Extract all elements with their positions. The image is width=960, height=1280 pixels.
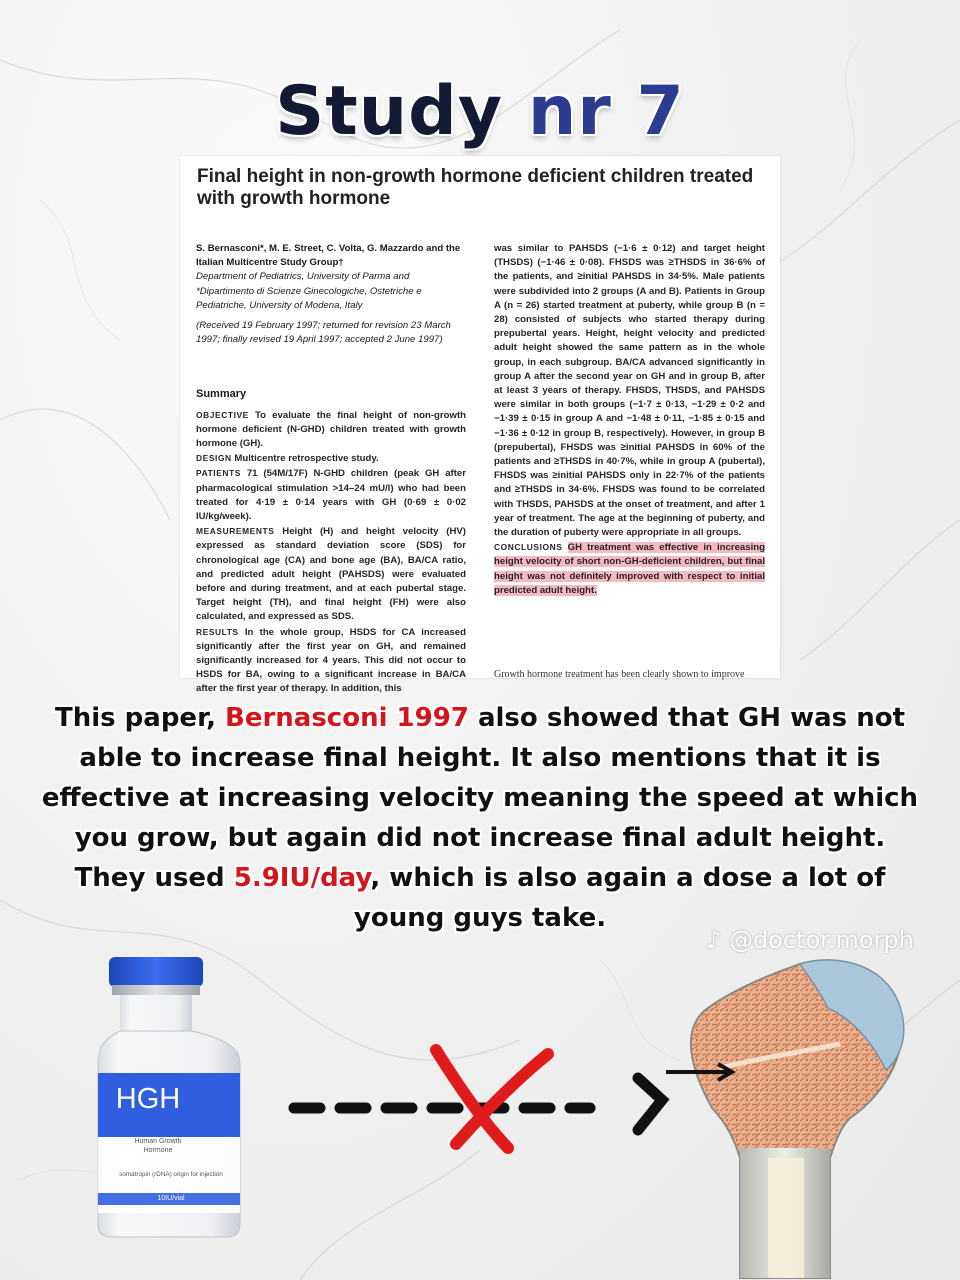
conclusions-label: CONCLUSIONS (494, 542, 563, 553)
caption-text (40, 698, 920, 938)
vial-dose: 10IU/vial (157, 1195, 185, 1202)
paper-title: Final height in non-growth hormone deficient children treated with growth hormone (197, 166, 754, 209)
objective-text: To evaluate the final height of non-growth hormone deficient (N-GHD) children treated with growth hormone (GH). (196, 409, 467, 450)
measurements-text: Height (H) and height velocity (HV) expressed as standard deviation score (SDS) for chronological age (CA) and bone age (BA), BA/CA ratio, and predicted adult height (PAHSDS) were evaluated before and during treatment, and at each pubertal stage. Target height (TH), and final height (FH) were also calculated, and expressed as SDS. (196, 526, 466, 623)
objective-paragraph (196, 408, 466, 452)
patients-text: 71 (54M/17F) N-GHD children (peak GH after pharmacological stimulation >14–24 mU/l) who had been treated for 4·19 ± 0·14 years with GH (0·69 ± 0·02 IU/kg/week). (196, 468, 466, 523)
measurements-paragraph (196, 524, 466, 624)
title-study: Study (275, 72, 504, 151)
paper-excerpt (180, 156, 780, 695)
paper-dates: (Received 19 February 1997; returned for revision 23 March 1997; finally revised 19 April 1997; accepted 2 June 1997) (196, 320, 451, 346)
design-text: Multicentre retrospective study. (234, 453, 379, 465)
measurements-label: MEASUREMENTS (196, 526, 275, 537)
conclusions-paragraph (494, 540, 765, 598)
design-label: DESIGN (196, 453, 232, 464)
caption-part-3: , which is also again a dose a lot of young guys take. (353, 863, 886, 933)
paper-right-column (494, 242, 765, 598)
paper-affiliation-2: *Dipartimento di Scienze Ginecologiche, Ostetriche e Pediatriche, University of Modena, Italy (196, 285, 422, 311)
patients-label: PATIENTS (196, 468, 241, 479)
vial-subtitle: Human Growth Hormone (134, 1138, 182, 1154)
page-title (0, 72, 960, 151)
vial-origin: somatropin (rDNA) origin for injection (119, 1171, 223, 1178)
objective-label: OBJECTIVE (196, 409, 249, 420)
conclusions-highlight: GH treatment was effective in increasing height velocity of short non-GH-deficient children, but final height was not definitely improved with respect to initial predicted adult height. (494, 542, 765, 596)
results-label: RESULTS (196, 626, 239, 637)
results-paragraph (196, 625, 466, 697)
paper-foot-line: Growth hormone treatment has been clearly shown to improve (494, 669, 745, 680)
caption-highlight-dose: 5.9IU/day (233, 863, 371, 893)
caption-part-2: also showed that GH was not able to increase final height. It also mentions that it is effective at increasing velocity meaning the speed at which you grow, but again did not increase final adult height. They used (41, 703, 919, 893)
caption-part-1: This paper, (54, 703, 225, 733)
paper-authors: S. Bernasconi*, M. E. Street, C. Volta, G. Mazzardo and the Italian Multicentre Study Group† (196, 243, 461, 269)
caption-highlight-citation: Bernasconi 1997 (225, 703, 469, 733)
design-paragraph (196, 451, 466, 466)
results-continued: was similar to PAHSDS (−1·6 ± 0·12) and target height (THSDS) (−1·46 ± 0·08). FHSDS was ≥THSDS in 36·6% of the patients, and ≥initial PAHSDS in 34·5%. Male patients were subdivided into 2 groups (A and B). Patients in Group A (n = 26) started treatment at puberty, while group B (n = 28) consisted of subjects who started therapy during prepubertal years. Height, height velocity and predicted adult height showed the same pattern as in the whole group, in each subgroup. BA/CA advanced significantly in group A after the second year on GH and in group B, after at least 3 years of therapy. FHSDS, THSDS, and PAHSDS were similar in both groups (−1·7 ± 0·13, −1·29 ± 0·2 and −1·39 ± 0·15 in group A and −1·48 ± 0·11, −1·85 ± 0·15 and −1·36 ± 0·12 in group B, respectively). However, in group B (prepubertal), FHSDS was ≥initial PAHSDS in 60% of the patients and ≥THSDS in 40·7%, while in group A (pubertal), FHSDS was ≥initial PAHSDS only in 22·7% of the patients and ≥THSDS in 34·6%. FHSDS was found to be correlated with THSDS, PAHSDS at the onset of treatment, and after 1 year of treatment. The age at the beginning of puberty, and the duration of puberty were appropriate in all groups. (494, 243, 765, 539)
vial-label-hgh: HGH (115, 1083, 181, 1115)
patients-paragraph (196, 466, 466, 524)
watermark: ♪ @doctor.morph (706, 926, 914, 954)
femur-growth-plate-illustration (660, 948, 920, 1278)
blocked-arrow (286, 1040, 676, 1150)
paper-left-column (196, 242, 466, 697)
title-number: nr 7 (527, 72, 685, 151)
summary-heading: Summary (196, 388, 247, 401)
results-text: In the whole group, HSDS for CA increased significantly after the first year on GH, and remained significantly increased for 4 years. This did not occur to HSDS for BA, owing to a significant increase in BA/CA after the first year of therapy. In addition, this (196, 626, 467, 695)
red-x-icon (436, 1050, 548, 1148)
paper-affiliation-1: Department of Pediatrics, University of Parma and (196, 271, 410, 283)
